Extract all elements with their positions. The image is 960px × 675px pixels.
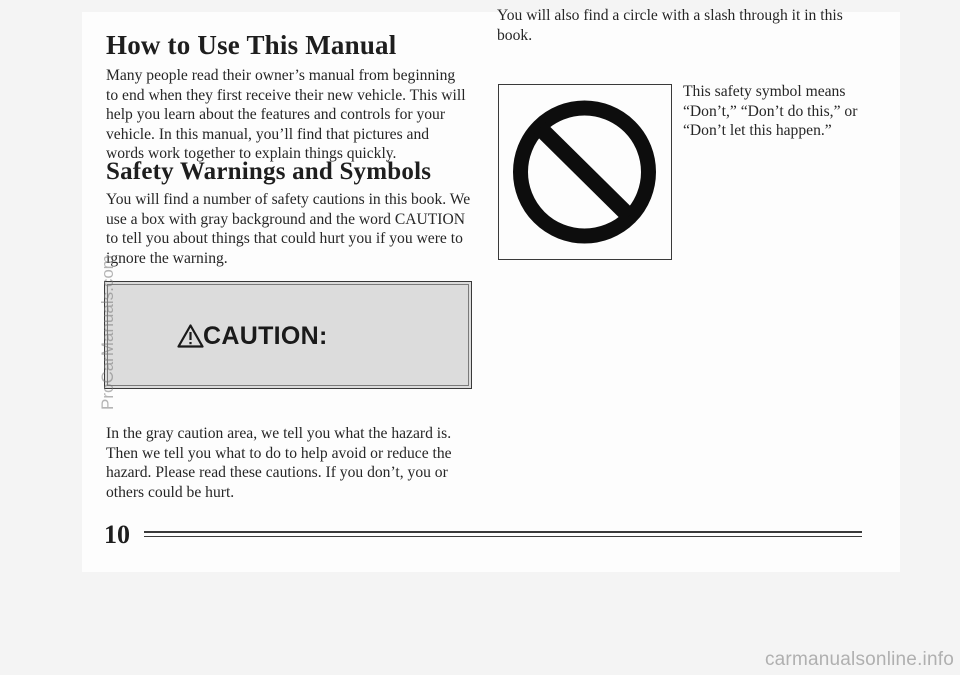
caution-box [104,281,472,389]
prohibition-circle-icon [507,93,662,251]
caution-explanation-paragraph: In the gray caution area, we tell you what the hazard is. Then we tell you what to do to help avoid or reduce the hazard. Please read these cautions. If you don’t, you or others could be hurt. [106,425,452,501]
site-watermark: carmanualsonline.info [764,649,954,670]
warning-triangle-icon [177,324,204,348]
section-title: Safety Warnings and Symbols [106,158,432,185]
footer-rule [144,531,862,533]
caution-label: CAUTION: [203,322,328,350]
side-watermark [96,200,116,410]
page-number: 10 [104,520,130,549]
intro-paragraph: Many people read their owner’s manual from beginning to end when they first receive their new vehicle. This will help you learn about the features and controls for your vehicle. In this manual, you’ll find that pictures and words work together to explain things quickly. [106,67,466,162]
page-title: How to Use This Manual [106,30,397,60]
circle-intro-paragraph: You will also find a circle with a slash through it in this book. [497,7,843,44]
prohibition-symbol-box [498,84,672,260]
symbol-meaning-paragraph: This safety symbol means “Don’t,” “Don’t do this,” or “Don’t let this happen.” [683,83,858,139]
safety-intro-paragraph: You will find a number of safety cautions in this book. We use a box with gray background and the word CAUTION to tell you about things that could hurt you if you were to ignore the warning. [106,191,471,267]
footer-rule-thin [144,536,862,537]
side-watermark-text: ProCarManuals.com [98,255,117,410]
